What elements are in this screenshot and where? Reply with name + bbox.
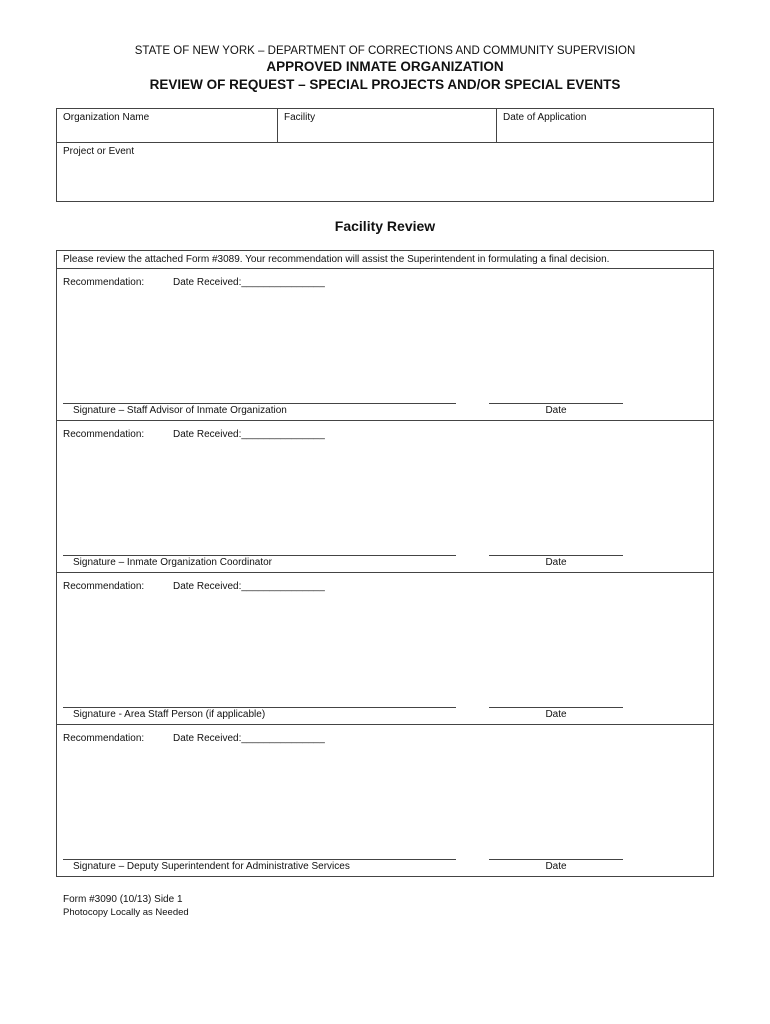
signature-line[interactable] — [63, 403, 456, 404]
date-label: Date — [545, 557, 567, 568]
recommendation-label: Recommendation: — [63, 277, 145, 288]
agency-header: STATE OF NEW YORK – DEPARTMENT OF CORRECTIONS AND COMMUNITY SUPERVISION — [134, 45, 636, 57]
recommendation-label: Recommendation: — [63, 733, 145, 744]
signature-line[interactable] — [63, 555, 456, 556]
date-of-application-field[interactable] — [497, 109, 714, 143]
facility-review-section — [56, 250, 714, 877]
date-received-field[interactable]: Date Received:_______________ — [173, 581, 325, 592]
signature-label: Signature – Staff Advisor of Inmate Organization — [73, 405, 287, 416]
review-block-coordinator — [57, 421, 713, 573]
date-label: Date — [545, 709, 567, 720]
facility-review-title: Facility Review — [334, 218, 436, 234]
review-block-area-staff — [57, 573, 713, 725]
date-label: Date — [545, 861, 567, 872]
date-line[interactable] — [489, 859, 623, 860]
signature-line[interactable] — [63, 859, 456, 860]
organization-name-field[interactable] — [57, 109, 278, 143]
date-label: Date — [545, 405, 567, 416]
facility-field[interactable] — [278, 109, 497, 143]
date-of-application-label: Date of Application — [503, 112, 587, 123]
form-number: Form #3090 (10/13) Side 1 — [63, 894, 183, 905]
facility-label: Facility — [284, 112, 316, 123]
date-line[interactable] — [489, 707, 623, 708]
project-or-event-field[interactable] — [57, 143, 714, 202]
date-received-field[interactable]: Date Received:_______________ — [173, 277, 325, 288]
signature-label: Signature - Area Staff Person (if applicable) — [73, 709, 266, 720]
review-instructions: Please review the attached Form #3089. Your recommendation will assist the Superintendent in formulating a final decision. — [57, 251, 713, 269]
date-line[interactable] — [489, 403, 623, 404]
project-or-event-label: Project or Event — [63, 146, 135, 157]
signature-label: Signature – Deputy Superintendent for Administrative Services — [73, 861, 350, 872]
date-received-field[interactable]: Date Received:_______________ — [173, 429, 325, 440]
review-block-staff-advisor — [57, 269, 713, 421]
form-subtitle: REVIEW OF REQUEST – SPECIAL PROJECTS AND/OR SPECIAL EVENTS — [149, 77, 621, 92]
organization-name-label: Organization Name — [63, 112, 150, 123]
signature-line[interactable] — [63, 707, 456, 708]
date-line[interactable] — [489, 555, 623, 556]
date-received-field[interactable]: Date Received:_______________ — [173, 733, 325, 744]
request-info-table — [56, 108, 714, 202]
signature-label: Signature – Inmate Organization Coordinator — [73, 557, 273, 568]
form-title: APPROVED INMATE ORGANIZATION — [266, 59, 504, 74]
photocopy-note: Photocopy Locally as Needed — [63, 907, 189, 918]
review-block-deputy-superintendent — [57, 725, 713, 879]
recommendation-label: Recommendation: — [63, 581, 145, 592]
recommendation-label: Recommendation: — [63, 429, 145, 440]
